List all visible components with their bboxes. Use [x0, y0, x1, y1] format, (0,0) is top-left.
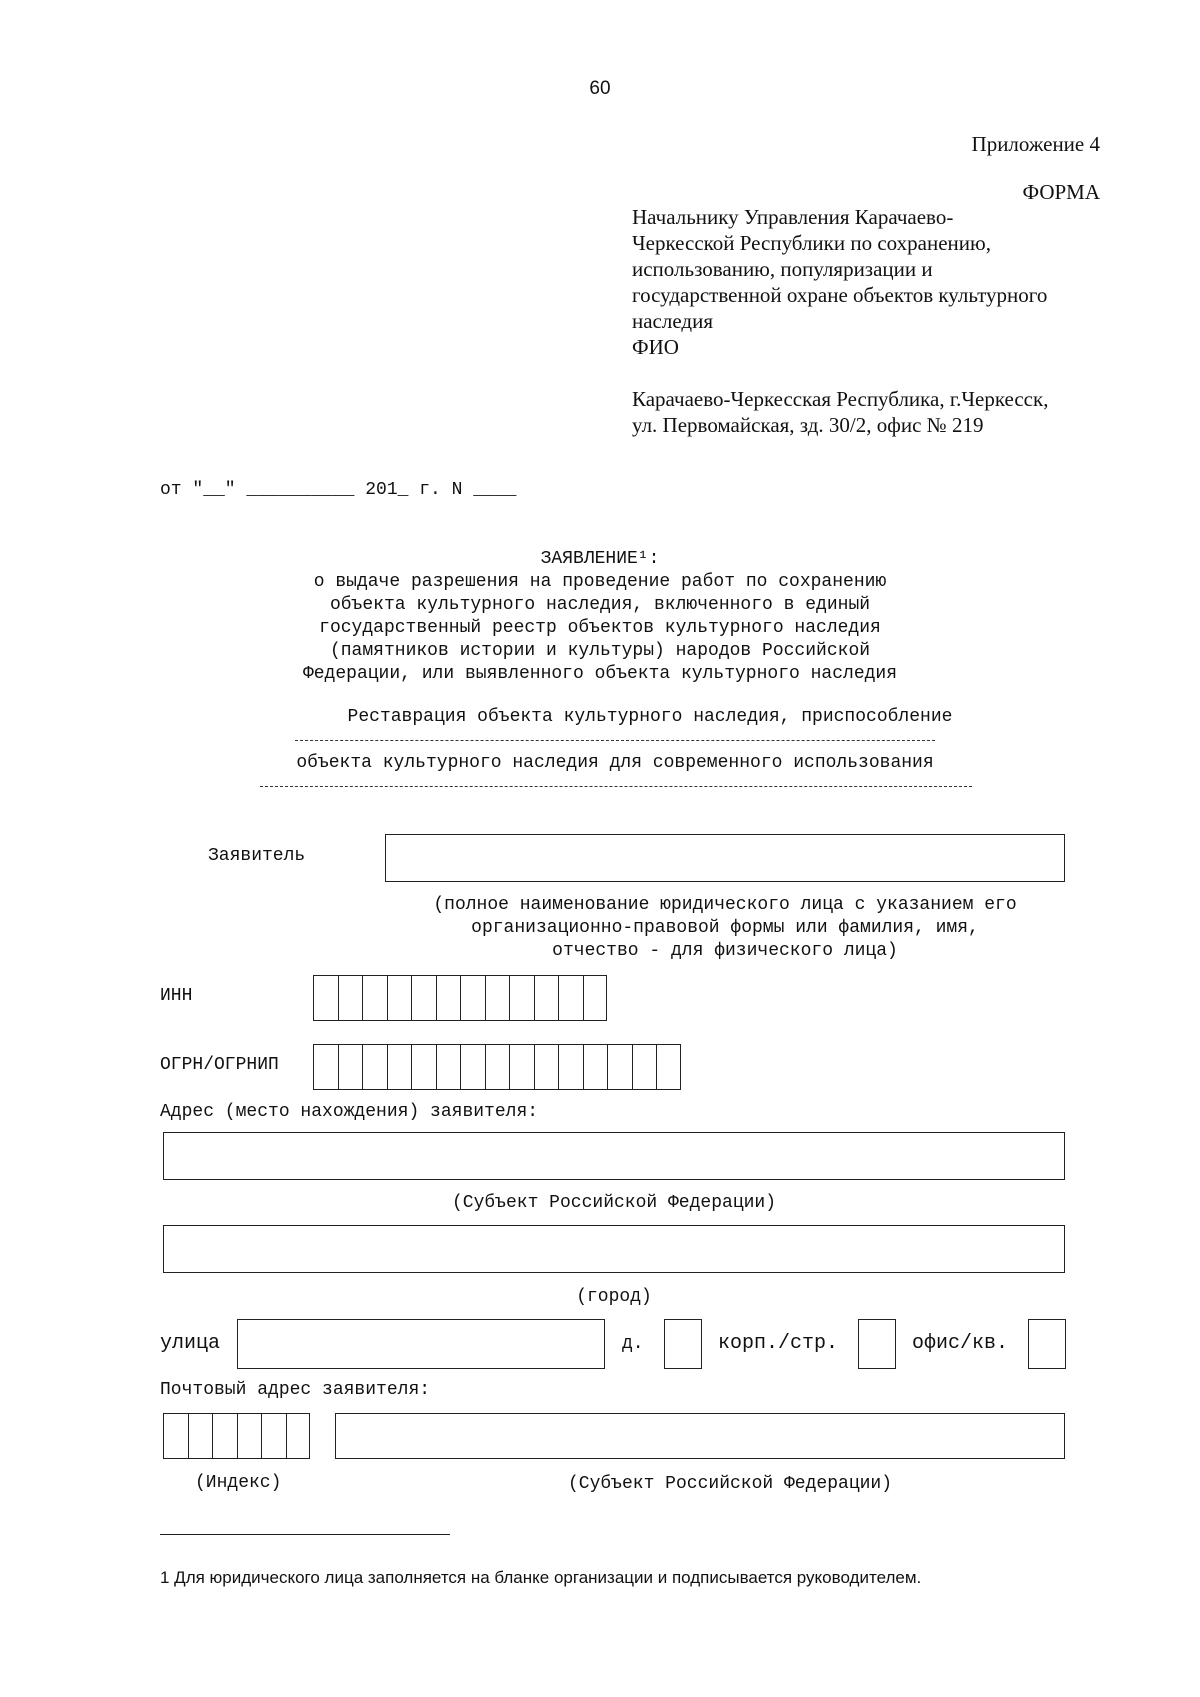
- applicant-hint-line: отчество - для физического лица): [552, 941, 898, 961]
- addressee-block: [632, 204, 1122, 438]
- dashed-divider: [295, 740, 935, 741]
- dashed-divider: [260, 786, 972, 787]
- char-cell[interactable]: [509, 976, 534, 1020]
- form-label: ФОРМА: [1022, 180, 1100, 204]
- char-cell[interactable]: [338, 1045, 363, 1089]
- applicant-label: Заявитель: [208, 846, 306, 866]
- footnote-rule: [160, 1534, 450, 1535]
- office-label: офис/кв.: [912, 1332, 1009, 1355]
- char-cell[interactable]: [436, 1045, 461, 1089]
- char-cell[interactable]: [583, 1045, 608, 1089]
- address-subject-field[interactable]: [163, 1132, 1065, 1180]
- inn-field[interactable]: [313, 975, 607, 1021]
- char-cell[interactable]: [460, 1045, 485, 1089]
- char-cell[interactable]: [534, 976, 559, 1020]
- applicant-hint-line: (полное наименование юридического лица с указанием его: [433, 895, 1017, 915]
- building-field[interactable]: [858, 1319, 896, 1369]
- char-cell[interactable]: [534, 1045, 559, 1089]
- char-cell[interactable]: [237, 1414, 262, 1458]
- street-field[interactable]: [237, 1319, 605, 1369]
- date-number-line: от "__" __________ 201_ г. N ____: [160, 480, 517, 500]
- office-address: [632, 386, 1122, 438]
- house-label: д.: [622, 1334, 644, 1354]
- office-field[interactable]: [1028, 1319, 1066, 1369]
- char-cell[interactable]: [387, 976, 412, 1020]
- char-cell[interactable]: [558, 976, 583, 1020]
- postal-subject-hint: (Субъект Российской Федерации): [567, 1474, 893, 1494]
- building-label: корп./стр.: [718, 1332, 839, 1355]
- office-address-line: ул. Первомайская, зд. 30/2, офис № 219: [632, 413, 984, 437]
- addressee-fio: ФИО: [632, 335, 679, 359]
- char-cell[interactable]: [583, 976, 608, 1020]
- applicant-name-field[interactable]: [385, 834, 1065, 882]
- house-field[interactable]: [664, 1319, 702, 1369]
- work-type-line-1: Реставрация объекта культурного наследия, приспособление: [347, 707, 953, 727]
- address-subject-hint: (Субъект Российской Федерации): [451, 1193, 777, 1213]
- char-cell[interactable]: [411, 1045, 436, 1089]
- applicant-hint-line: организационно-правовой формы или фамилия, имя,: [471, 918, 979, 938]
- char-cell[interactable]: [362, 976, 387, 1020]
- statement-title: ЗАЯВЛЕНИЕ¹:: [540, 549, 660, 569]
- address-title: Адрес (место нахождения) заявителя:: [160, 1102, 539, 1122]
- char-cell[interactable]: [607, 1045, 632, 1089]
- char-cell[interactable]: [286, 1414, 311, 1458]
- postal-subject-field[interactable]: [335, 1413, 1065, 1459]
- addressee-line: Начальнику Управления Карачаево-: [632, 205, 954, 229]
- office-address-line: Карачаево-Черкесская Республика, г.Черкесск,: [632, 387, 1049, 411]
- statement-subject: [150, 571, 1050, 686]
- address-city-field[interactable]: [163, 1225, 1065, 1273]
- char-cell[interactable]: [485, 1045, 510, 1089]
- char-cell[interactable]: [632, 1045, 657, 1089]
- char-cell[interactable]: [656, 1045, 681, 1089]
- char-cell[interactable]: [509, 1045, 534, 1089]
- addressee-name: [632, 204, 1122, 334]
- addressee-line: использованию, популяризации и: [632, 257, 933, 281]
- char-cell[interactable]: [163, 1414, 188, 1458]
- footnote: 1 Для юридического лица заполняется на бланке организации и подписывается руководителем.: [160, 1568, 922, 1587]
- statement-subject-line: государственный реестр объектов культурного наследия: [319, 618, 881, 638]
- char-cell[interactable]: [261, 1414, 286, 1458]
- char-cell[interactable]: [362, 1045, 387, 1089]
- char-cell[interactable]: [188, 1414, 213, 1458]
- char-cell[interactable]: [411, 976, 436, 1020]
- char-cell[interactable]: [558, 1045, 583, 1089]
- char-cell[interactable]: [338, 976, 363, 1020]
- addressee-line: государственной охране объектов культурного: [632, 283, 1048, 307]
- addressee-line: Черкесской Республики по сохранению,: [632, 231, 991, 255]
- char-cell[interactable]: [313, 1045, 338, 1089]
- char-cell[interactable]: [460, 976, 485, 1020]
- applicant-hint: [385, 894, 1065, 963]
- postal-index-field[interactable]: [163, 1413, 310, 1459]
- ogrn-label: ОГРН/ОГРНИП: [160, 1055, 279, 1075]
- appendix-label: Приложение 4: [971, 132, 1100, 156]
- statement-subject-line: о выдаче разрешения на проведение работ по сохранению: [313, 572, 887, 592]
- char-cell[interactable]: [436, 976, 461, 1020]
- char-cell[interactable]: [212, 1414, 237, 1458]
- inn-label: ИНН: [160, 986, 193, 1006]
- page-number: 60: [589, 78, 611, 99]
- char-cell[interactable]: [313, 976, 338, 1020]
- statement-subject-line: Федерации, или выявленного объекта культурного наследия: [302, 664, 898, 684]
- postal-index-hint: (Индекс): [195, 1473, 282, 1493]
- char-cell[interactable]: [387, 1045, 412, 1089]
- street-label: улица: [160, 1332, 221, 1355]
- char-cell[interactable]: [485, 976, 510, 1020]
- statement-subject-line: (памятников истории и культуры) народов Российской: [329, 641, 871, 661]
- postal-title: Почтовый адрес заявителя:: [160, 1380, 431, 1400]
- address-city-hint: (город): [576, 1287, 652, 1307]
- statement-subject-line: объекта культурного наследия, включенного в единый: [329, 595, 871, 615]
- addressee-line: наследия: [632, 309, 713, 333]
- work-type-line-2: объекта культурного наследия для современного использования: [296, 753, 934, 773]
- ogrn-field[interactable]: [313, 1044, 681, 1090]
